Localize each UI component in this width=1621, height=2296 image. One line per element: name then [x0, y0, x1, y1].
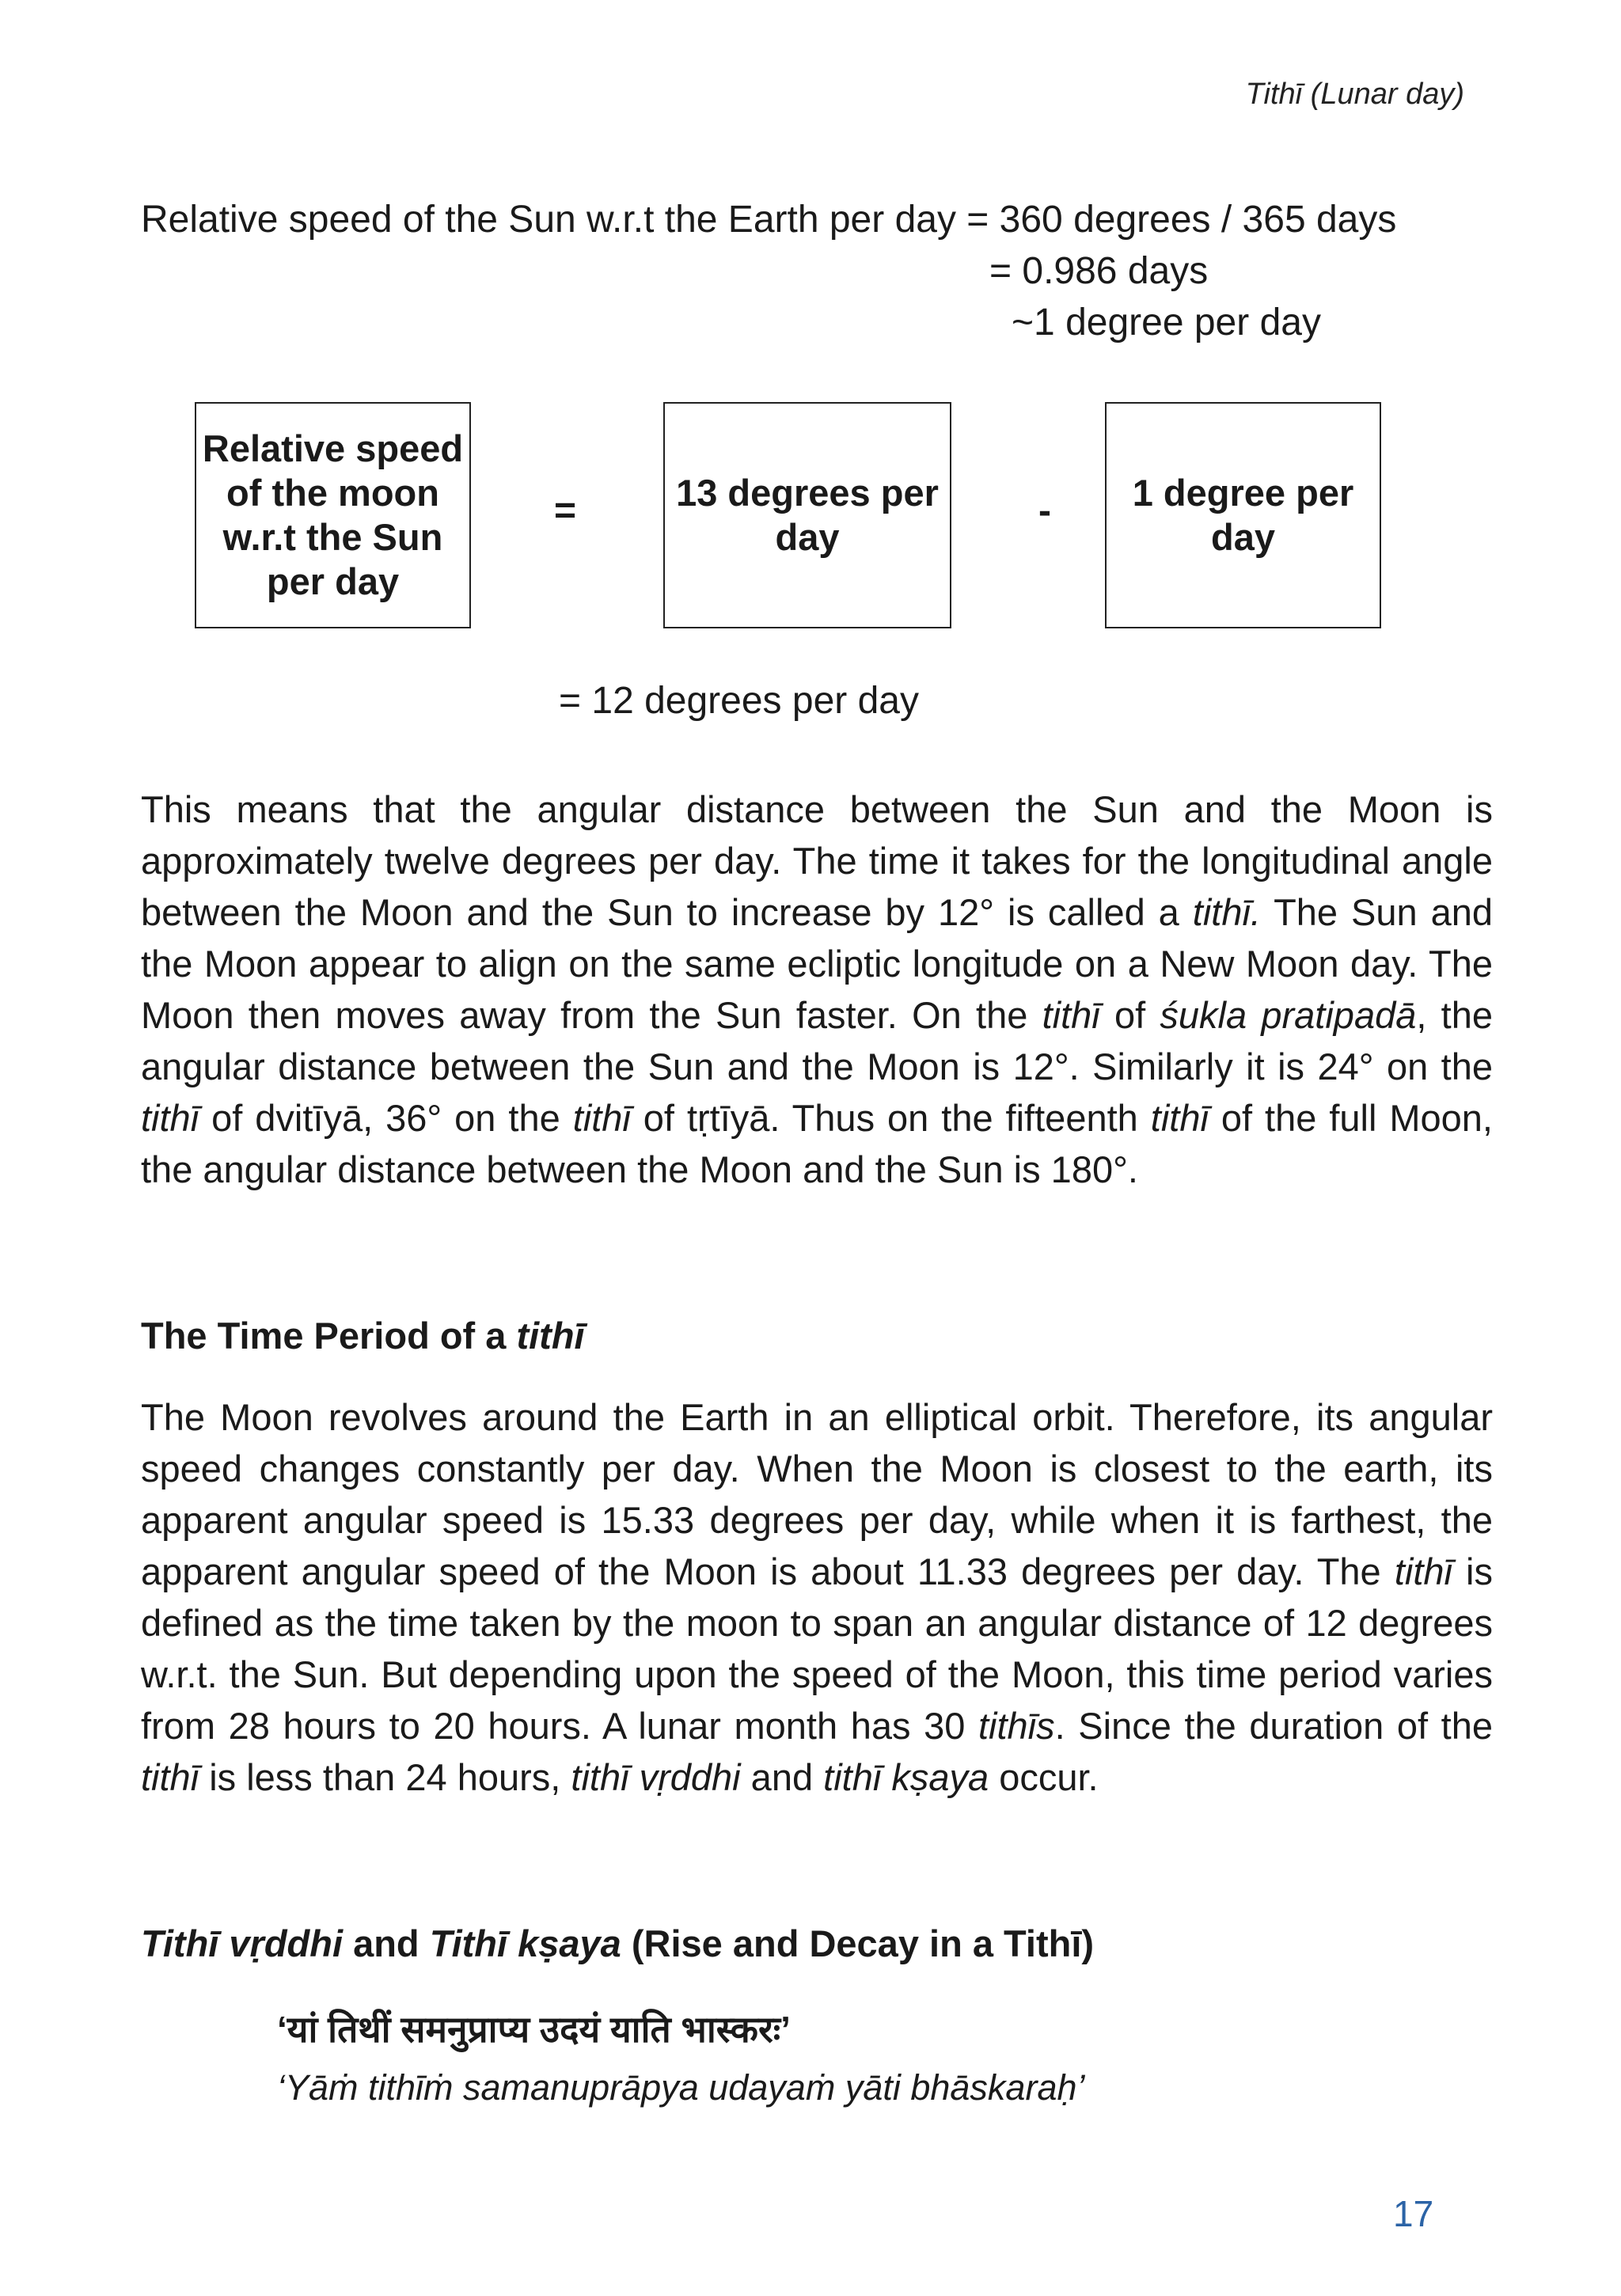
moon-speed-box	[663, 402, 951, 628]
italic-term: tithī	[141, 1097, 199, 1139]
sanskrit-quote-devanagari: ‘यां तिथीं समनुप्राप्य उदयं याति भास्करः’	[277, 2009, 791, 2050]
text-span: occur.	[989, 1756, 1099, 1798]
paragraph-angular-distance	[141, 784, 1493, 1195]
italic-term: tithī kṣaya	[823, 1756, 989, 1798]
text-span: . Since the duration of the	[1054, 1705, 1493, 1747]
text-span: The Sun and the Moon appear to align on the same ecliptic longitude on a New Moon day. The Moon then moves away from the Sun faster. On the	[141, 891, 1493, 1036]
box-label: 13 degrees per day	[676, 472, 939, 558]
italic-term: tithī.	[1192, 891, 1261, 933]
italic-term: tithī	[1042, 994, 1100, 1036]
text-span: of dvitīyā, 36° on the	[199, 1097, 573, 1139]
text-span: of tṛtīyā. Thus on the fifteenth	[630, 1097, 1151, 1139]
heading-text: (Rise and Decay in a Tithī)	[621, 1922, 1095, 1964]
heading-text: and	[343, 1922, 430, 1964]
text-span: of the full Moon, the angular distance between the Moon and the Sun is 180°.	[141, 1097, 1493, 1190]
italic-term: tithīs	[978, 1705, 1055, 1747]
equation-result: = 12 degrees per day	[559, 680, 919, 722]
sanskrit-quote-transliteration: ‘Yāṁ tithīṁ samanuprāpya udayaṁ yāti bhāskaraḥ’	[277, 2067, 1085, 2108]
running-header: Tithī (Lunar day)	[1245, 78, 1464, 111]
italic-term: tithī	[141, 1756, 199, 1798]
sun-speed-line-3: ~1 degree per day	[1012, 302, 1321, 343]
italic-term: tithī vṛddhi	[571, 1756, 741, 1798]
text-span: is defined as the time taken by the moon to span an angular distance of 12 degrees w.r.t. the Sun. But depending upon the speed of the Moon, this time period varies from 28 hours to 20 hours. A lunar month has 30	[141, 1550, 1493, 1747]
box-label: Relative speed of the moon w.r.t the Sun per day	[202, 427, 464, 602]
section-heading-time-period	[141, 1314, 585, 1357]
italic-term: tithī	[1394, 1550, 1452, 1592]
text-span: is less than 24 hours,	[199, 1756, 571, 1798]
heading-italic: tithī	[516, 1315, 585, 1357]
paragraph-time-period	[141, 1391, 1493, 1803]
heading-text: The Time Period of a	[141, 1315, 517, 1357]
text-span: The Moon revolves around the Earth in an elliptical orbit. Therefore, its angular speed changes constantly per day. When the Moon is closest to the earth, its apparent angular speed is 15.33 degrees per day, while when it is farthest, the apparent angular speed of the Moon is about 11.33 degrees per day. The	[141, 1396, 1493, 1592]
equals-sign: =	[554, 490, 577, 532]
sun-speed-line-1: Relative speed of the Sun w.r.t the Earth per day = 360 degrees / 365 days	[141, 199, 1397, 241]
text-span: This means that the angular distance between the Sun and the Moon is approximately twelve degrees per day. The time it takes for the longitudinal angle between the Moon and the Sun to increase by 12° is called a	[141, 788, 1493, 933]
page-number: 17	[1393, 2193, 1434, 2234]
sun-speed-box	[1105, 402, 1381, 628]
moon-relative-speed-box	[195, 402, 471, 628]
italic-term: śukla pratipadā	[1160, 994, 1417, 1036]
box-label: 1 degree per day	[1132, 472, 1354, 558]
text-span: , the angular distance between the Sun and the Moon is 12°. Similarly it is 24° on the	[141, 994, 1494, 1087]
minus-sign: -	[1038, 490, 1051, 532]
heading-italic: Tithī vṛddhi	[141, 1922, 344, 1964]
section-heading-rise-decay	[141, 1922, 1094, 1965]
heading-italic: Tithī kṣaya	[429, 1922, 621, 1964]
text-span: of	[1099, 994, 1160, 1036]
italic-term: tithī	[572, 1097, 631, 1139]
text-span: and	[740, 1756, 824, 1798]
italic-term: tithī	[1150, 1097, 1209, 1139]
sun-speed-line-2: = 0.986 days	[989, 250, 1209, 292]
